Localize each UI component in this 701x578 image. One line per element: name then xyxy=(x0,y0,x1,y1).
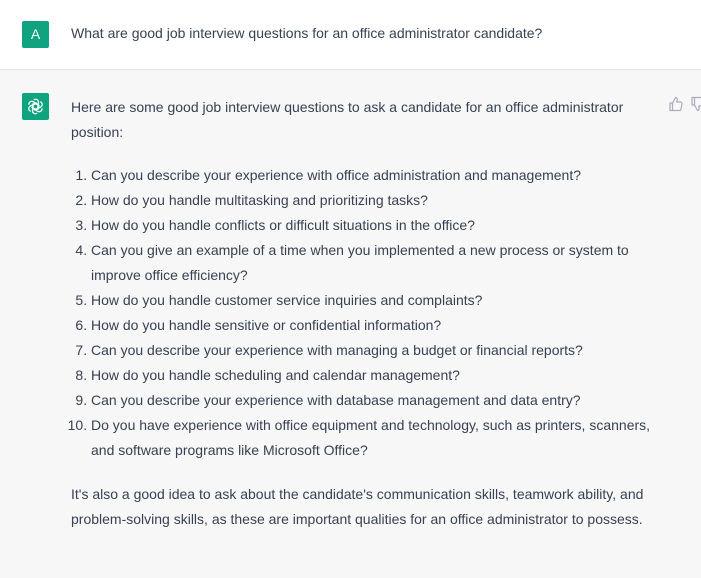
list-item: 1. Can you describe your experience with office administration and management? xyxy=(91,163,651,188)
openai-logo-icon xyxy=(26,97,45,116)
user-message-text: What are good job interview questions for an office administrator candidate? xyxy=(71,25,543,41)
list-item: 6. How do you handle sensitive or confidential information? xyxy=(91,313,651,338)
list-item: 9. Can you describe your experience with database management and data entry? xyxy=(91,388,651,413)
assistant-intro: Here are some good job interview questions to ask a candidate for an office administrator position: xyxy=(71,99,624,140)
question-list xyxy=(71,163,651,463)
assistant-avatar xyxy=(22,93,49,120)
user-message-row xyxy=(0,0,701,70)
user-avatar: A xyxy=(22,21,49,48)
list-item: 7. Can you describe your experience with managing a budget or financial reports? xyxy=(91,338,651,363)
thumbs-up-icon[interactable] xyxy=(669,96,683,112)
list-item: 8. How do you handle scheduling and calendar management? xyxy=(91,363,651,388)
thumbs-down-icon[interactable] xyxy=(691,96,701,112)
list-item: 3. How do you handle conflicts or difficult situations in the office? xyxy=(91,213,651,238)
assistant-closing: It's also a good idea to ask about the candidate's communication skills, teamwork ability, and problem-solving skills, as these are important qualities for an office administrator to possess. xyxy=(71,486,644,527)
list-item: 2. How do you handle multitasking and prioritizing tasks? xyxy=(91,188,651,213)
list-item: 5. How do you handle customer service inquiries and complaints? xyxy=(91,288,651,313)
assistant-message-text xyxy=(71,95,651,532)
list-item: 10. Do you have experience with office equipment and technology, such as printers, scanners, and software programs like Microsoft Office? xyxy=(91,413,651,463)
feedback-buttons xyxy=(669,96,701,112)
list-item: 4. Can you give an example of a time when you implemented a new process or system to improve office efficiency? xyxy=(91,238,651,288)
assistant-message-row xyxy=(0,70,701,578)
